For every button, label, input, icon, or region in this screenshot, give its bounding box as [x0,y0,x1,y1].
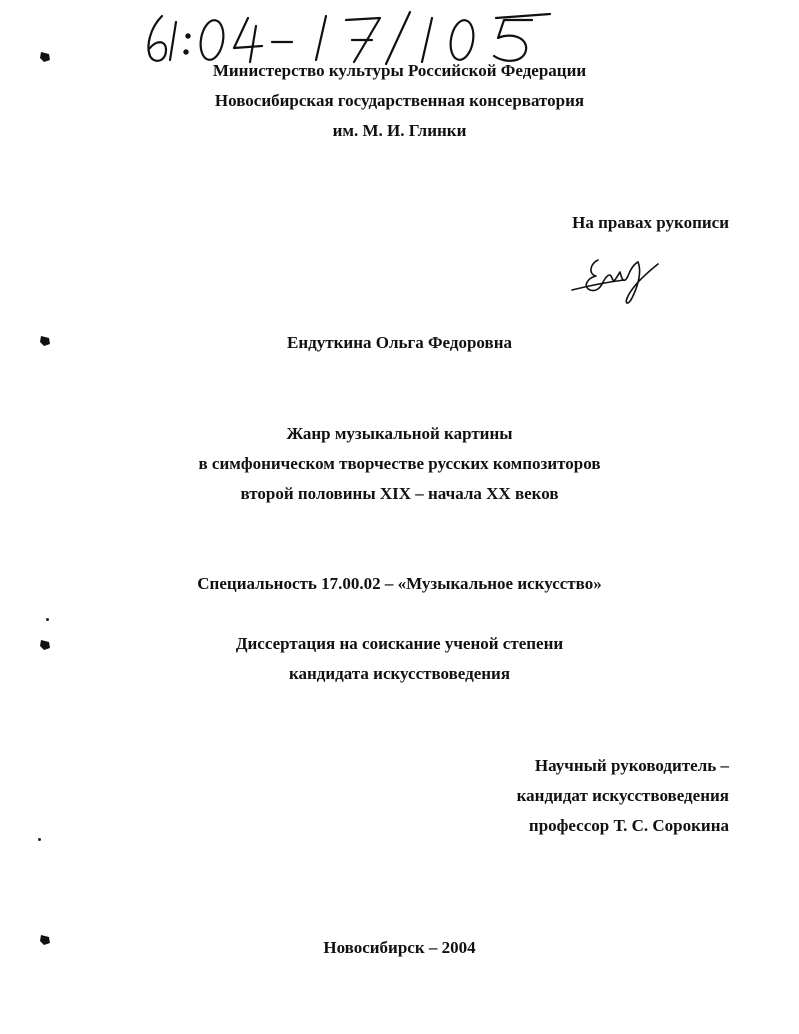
dissertation-title-line-1: Жанр музыкальной картины [286,424,513,443]
city-year: Новосибирск – 2004 [323,938,476,957]
manuscript-note: На правах рукописи [572,213,729,232]
named-after: им. М. И. Глинки [332,121,467,140]
conservatory-name: Новосибирская государственная консерватория [214,91,585,110]
dissertation-title-line-2: в симфоническом творчестве русских композиторов [198,454,601,473]
degree-line-1: Диссертация на соискание ученой степени [235,634,564,653]
dissertation-title-line-3: второй половины XIX – начала XX веков [240,484,559,503]
supervisor-name: профессор Т. С. Сорокина [528,816,729,835]
specialty: Специальность 17.00.02 – «Музыкальное искусство» [197,574,602,593]
degree-line-2: кандидата искусствоведения [288,664,511,683]
scan-speck [38,838,41,841]
supervisor-degree: кандидат искусствоведения [516,786,729,805]
author-name: Ендуткина Ольга Федоровна [287,333,512,352]
author-signature [568,250,668,310]
supervisor-label: Научный руководитель – [534,756,729,775]
ministry-name: Министерство культуры Российской Федерации [212,61,587,80]
scan-speck [46,618,49,621]
handwritten-archive-number [140,8,570,66]
